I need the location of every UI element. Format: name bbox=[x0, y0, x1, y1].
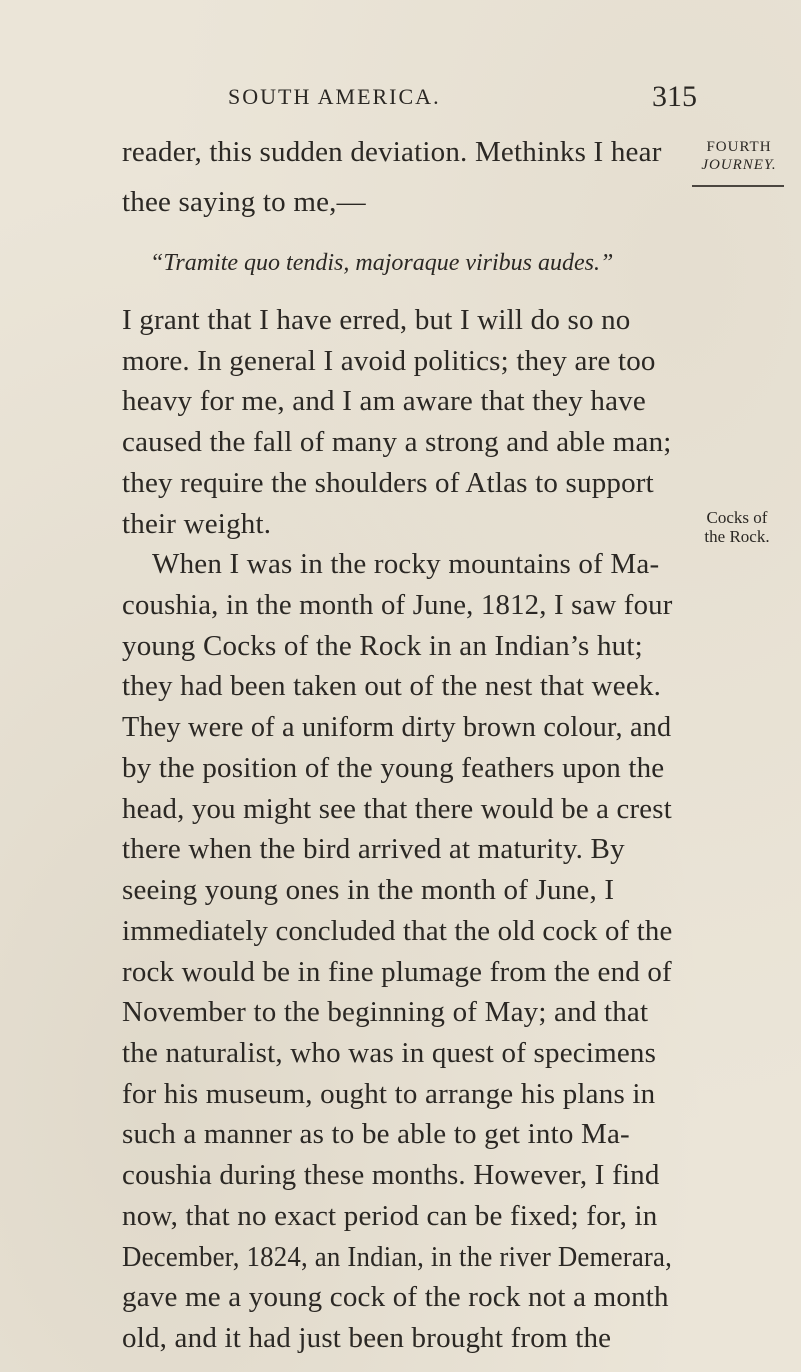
text-line: young Cocks of the Rock in an Indian’s hut; bbox=[122, 630, 643, 662]
text-line: coushia during these months. However, I find bbox=[122, 1159, 660, 1191]
text-line: heavy for me, and I am aware that they have bbox=[122, 385, 646, 417]
page-number: 315 bbox=[652, 80, 697, 113]
text-line: by the position of the young feathers upon the bbox=[122, 752, 665, 784]
text-line: now, that no exact period can be fixed; for, in bbox=[122, 1200, 658, 1232]
text-line: They were of a uniform dirty brown colour, and bbox=[122, 711, 672, 743]
text-line: seeing young ones in the month of June, I bbox=[122, 874, 615, 906]
text-line: their weight. bbox=[122, 508, 272, 540]
text-line: caused the fall of many a strong and able man; bbox=[122, 426, 672, 458]
text-line: I grant that I have erred, but I will do so no bbox=[122, 304, 631, 336]
text-line: the naturalist, who was in quest of specimens bbox=[122, 1037, 657, 1069]
margin-note-journey bbox=[684, 138, 794, 174]
text-line: thee saying to me,— bbox=[122, 186, 366, 218]
text-line: they had been taken out of the nest that week. bbox=[122, 670, 662, 702]
text-line: such a manner as to be able to get into Ma- bbox=[122, 1118, 630, 1150]
margin-rule bbox=[692, 185, 784, 187]
latin-quote: “Tramite quo tendis, majoraque viribus audes.” bbox=[150, 250, 614, 276]
text-line: head, you might see that there would be a crest bbox=[122, 793, 672, 825]
text-line: gave me a young cock of the rock not a month bbox=[122, 1281, 669, 1313]
text-line: coushia, in the month of June, 1812, I saw four bbox=[122, 589, 673, 621]
text-line: November to the beginning of May; and that bbox=[122, 996, 649, 1028]
text-line: reader, this sudden deviation. Methinks I hear bbox=[122, 136, 662, 168]
margin-note-cocks-line2: the Rock. bbox=[704, 527, 770, 546]
running-head: SOUTH AMERICA. bbox=[228, 84, 441, 109]
text-line: there when the bird arrived at maturity. By bbox=[122, 833, 625, 865]
text-line: rock would be in fine plumage from the end of bbox=[122, 956, 672, 988]
text-line: more. In general I avoid politics; they are too bbox=[122, 345, 656, 377]
text-line: they require the shoulders of Atlas to support bbox=[122, 467, 654, 499]
text-line: immediately concluded that the old cock of the bbox=[122, 915, 673, 947]
text-line: old, and it had just been brought from the bbox=[122, 1322, 612, 1354]
text-line: When I was in the rocky mountains of Ma- bbox=[152, 548, 660, 580]
page-header bbox=[0, 80, 801, 120]
margin-note-journey-line1: FOURTH bbox=[706, 139, 772, 155]
margin-note-cocks-of-the-rock bbox=[682, 508, 792, 546]
text-line: December, 1824, an Indian, in the river Demerara, bbox=[122, 1241, 673, 1273]
text-line: for his museum, ought to arrange his plans in bbox=[122, 1078, 656, 1110]
margin-note-cocks-line1: Cocks of bbox=[706, 508, 768, 527]
margin-note-journey-line2: JOURNEY. bbox=[701, 157, 777, 173]
